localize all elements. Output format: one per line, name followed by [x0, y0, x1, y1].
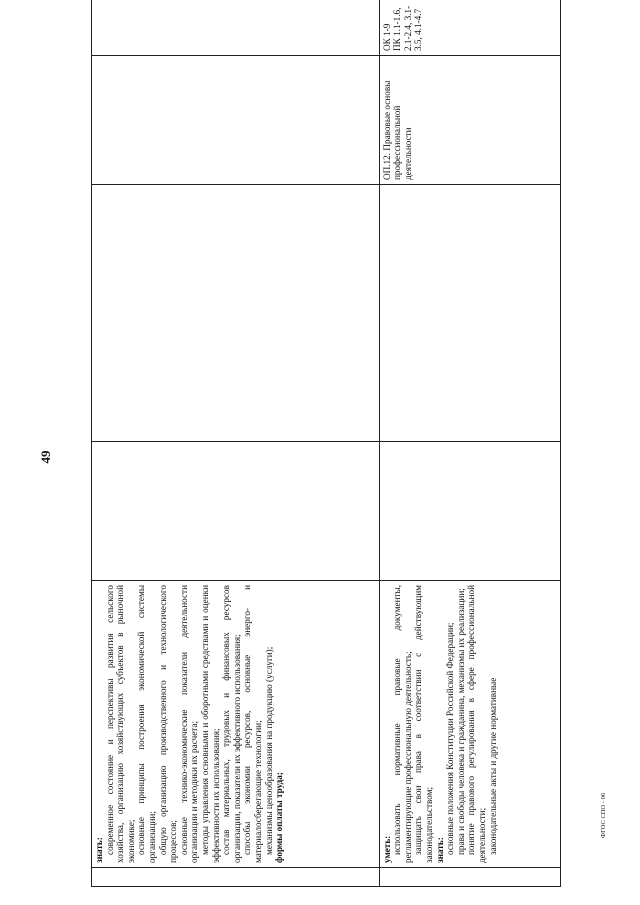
section-label-umet: уметь:	[381, 835, 392, 863]
table-cell-empty	[92, 56, 380, 185]
rotated-table-wrapper	[91, 5, 561, 887]
list-item: основные положения Конституции Российской Федерации;	[445, 622, 456, 855]
competency-table	[91, 0, 561, 887]
list-item: основные принципы построения экономической системы организации;	[136, 585, 157, 863]
table-cell-empty	[379, 868, 560, 887]
list-item: механизмы ценообразования на продукцию (услуги);	[263, 646, 274, 855]
list-item: формы оплаты труда;	[274, 772, 285, 863]
section-label-znat: знать:	[94, 837, 104, 863]
page-number: 49	[38, 450, 53, 464]
table-cell-empty	[379, 185, 560, 442]
table-cell-empty	[92, 868, 380, 887]
list-item: понятие правового регулирования в сфере профессиональной деятельности;	[466, 585, 487, 863]
list-item: права и свободы человека и гражданина, механизмы их реализации;	[455, 588, 466, 855]
table-cell-empty	[92, 0, 380, 56]
table-cell-knowledge	[92, 581, 380, 868]
list-item: законодательные акты и другие нормативные	[487, 677, 498, 855]
table-cell-skills	[379, 581, 560, 868]
list-item: основные технико-экономические показатели деятельности организации и методики их расчета;	[178, 585, 200, 863]
list-item: современное состояние и перспективы развития сельского хозяйства, организацию хозяйствующих субъектов в рыночной экономике;	[104, 585, 136, 863]
table-cell-competencies	[379, 0, 560, 56]
table-row	[92, 0, 380, 887]
section-label-znat: знать:	[434, 837, 445, 863]
table-row	[379, 0, 560, 887]
list-item: защищать свои права в соответствии с действующим законодательством;	[413, 585, 434, 863]
list-item: общую организацию производственного и технологического процессов;	[157, 585, 179, 863]
page-footer: ФГОС СПО - 06	[600, 792, 607, 838]
table-cell-discipline	[379, 56, 560, 185]
list-item: использовать нормативные правовые документы, регламентирующие профессиональную деятельность;	[392, 585, 413, 863]
table-cell-empty	[379, 442, 560, 581]
table-cell-empty	[92, 185, 380, 442]
competency-codes-pk: ПК 1.1-1.6, 2.1-2.4, 3.1-3.5, 4.1-4.7	[392, 5, 424, 51]
list-item: методы управления основными и оборотными средствами и оценки эффективности их использования;	[199, 585, 221, 863]
discipline-name: ОП.12. Правовые основы профессиональной деятельности	[381, 80, 413, 180]
list-item: состав материальных, трудовых и финансовых ресурсов организации, показатели их эффективного использования;	[221, 585, 242, 863]
competency-codes-ok: ОК 1-9	[381, 23, 392, 51]
table-cell-empty	[92, 442, 380, 581]
list-item: способы экономии ресурсов, основные энерго- и материалосберегающие технологии;	[242, 585, 263, 863]
